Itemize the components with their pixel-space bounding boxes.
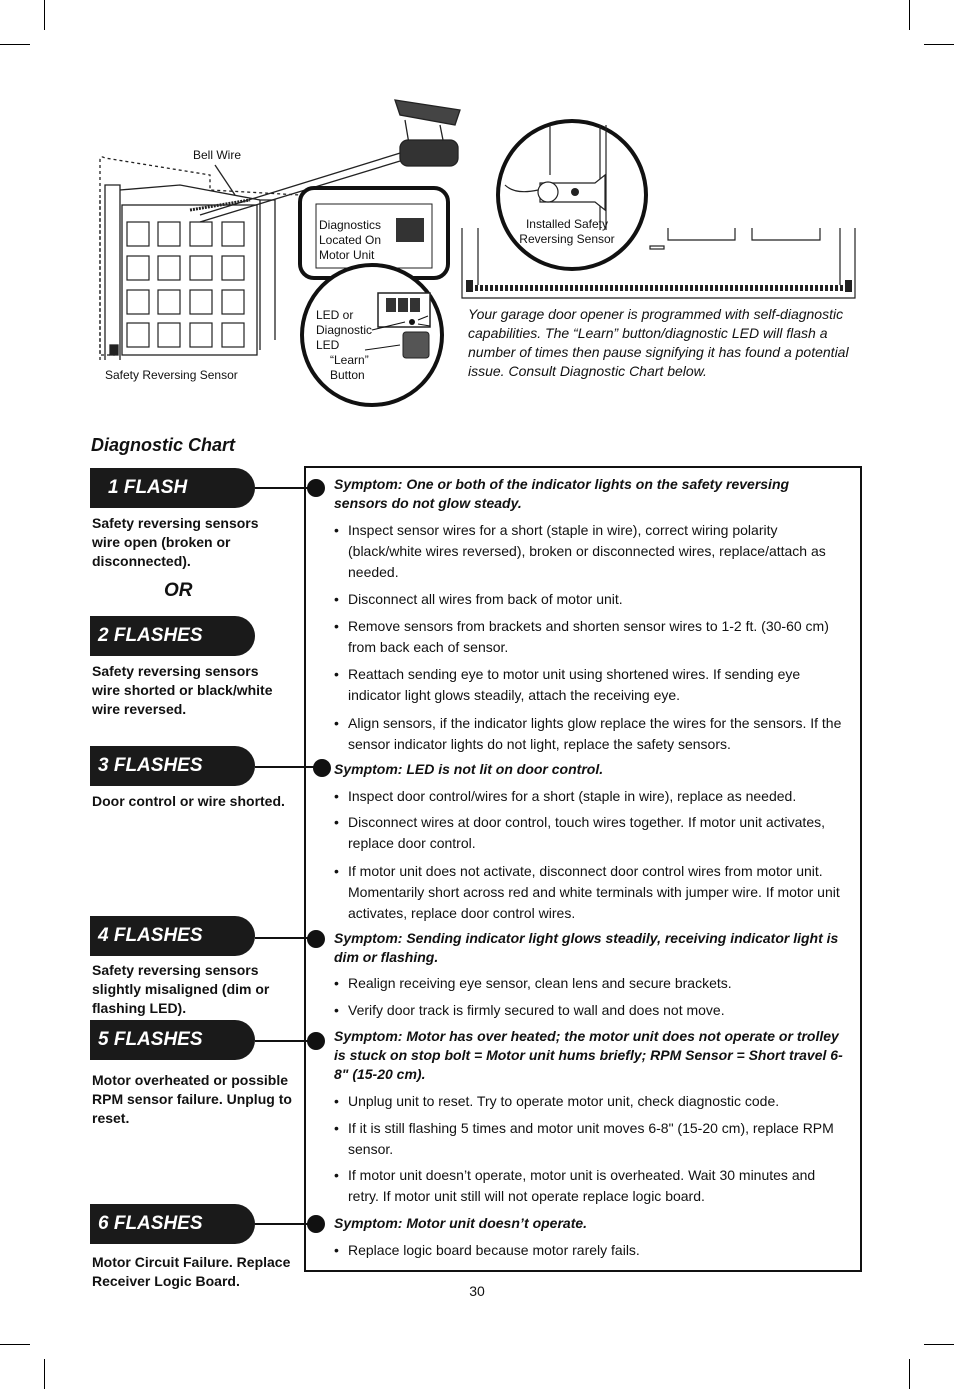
bullet-mark: • [334,715,339,731]
symptom-heading: Symptom: LED is not lit on door control. [334,761,604,777]
bullet-item [334,786,846,807]
bullet-item [334,812,846,854]
bullet-item [334,616,846,658]
symptom-heading: Symptom: One or both of the indicator lights on the safety reversing sensors do not glow steady. [334,476,790,511]
flash-badge-5: 5 FLASHES [90,1020,255,1060]
bullet-item [334,1165,846,1207]
bullet-text: If it is still flashing 5 times and motor unit moves 6-8" (15-20 cm), replace RPM sensor. [348,1120,834,1157]
installed-sensor-label: Installed Safety Reversing Sensor [519,217,615,246]
crop-mark [0,1344,30,1345]
bullet-mark: • [334,1242,339,1258]
connector-line [255,766,315,768]
bullet-text: Inspect door control/wires for a short (staple in wire), replace as needed. [348,788,797,804]
bullet-mark: • [334,975,339,991]
connector-dot [313,759,331,777]
bullet-item [334,861,846,924]
symptom-heading: Symptom: Motor has over heated; the motor unit does not operate or trolley is stuck on stop bolt = Motor unit hums briefly; RPM Sensor = Short travel 6-8" (15-20 cm). [334,1028,843,1082]
connector-dot [307,479,325,497]
connector-dot [307,1215,325,1233]
diagnostics-motor-label: Diagnostics Located On Motor Unit [319,218,382,262]
bullet-mark: • [334,1093,339,1109]
bullet-item [334,1000,846,1021]
flash-desc-3: Door control or wire shorted. [92,793,285,809]
bullet-item [334,520,846,583]
bullet-text: Replace logic board because motor rarely fails. [348,1242,640,1258]
bullet-item [334,1240,846,1261]
bullet-text: Inspect sensor wires for a short (staple in wire), correct wiring polarity (black/white wires reversed), broken or disconnected wires, replace/attach as needed. [348,522,826,580]
bullet-item [334,1118,846,1160]
flash-badge-6: 6 FLASHES [90,1204,255,1244]
connector-dot [307,930,325,948]
connector-line [255,487,315,489]
bullet-item [334,664,846,706]
crop-mark [0,44,30,45]
flash-desc-1: Safety reversing sensors wire open (broken or disconnected). [92,515,259,569]
crop-mark [924,1344,954,1345]
crop-mark [909,1359,910,1389]
bullet-text: Verify door track is firmly secured to wall and does not move. [348,1002,725,1018]
flash-badge-3: 3 FLASHES [90,746,255,786]
flash-desc-5: Motor overheated or possible RPM sensor failure. Unplug to reset. [92,1072,292,1126]
crop-mark [909,0,910,30]
bullet-item [334,713,846,755]
bell-wire-label: Bell Wire [193,148,242,162]
bullet-item [334,589,846,610]
connector-line [255,1040,315,1042]
bullet-text: If motor unit doesn’t operate, motor unit is overheated. Wait 30 minutes and retry. If motor unit still will not operate replace logic board. [348,1167,816,1204]
connector-line [255,937,315,939]
flash-desc-4: Safety reversing sensors slightly misaligned (dim or flashing LED). [92,962,270,1016]
symptom-heading: Symptom: Sending indicator light glows steadily, receiving indicator light is dim or flashing. [334,930,839,965]
bullet-mark: • [334,591,339,607]
page-number: 30 [469,1283,485,1299]
connector-dot [307,1032,325,1050]
led-label: LED or Diagnostic LED [316,308,373,352]
bullet-mark: • [334,1167,339,1183]
flash-badge-1: 1 FLASH [90,468,255,508]
bullet-item [334,973,846,994]
bullet-text: Disconnect all wires from back of motor unit. [348,591,623,607]
learn-button-label: “Learn” Button [330,353,369,382]
crop-mark [924,44,954,45]
bullet-mark: • [334,1002,339,1018]
bullet-mark: • [334,618,339,634]
safety-sensor-label: Safety Reversing Sensor [105,368,238,382]
intro-paragraph: Your garage door opener is programmed with self-diagnostic capabilities. The “Learn” button/diagnostic LED will flash a number of times then pause signifying it has found a potential issue. Consult Diagnostic Chart below. [468,306,849,379]
bullet-text: If motor unit does not activate, disconnect door control wires from motor unit. Momentarily short across red and white terminals with jumper wire. If motor unit activates, replace door control wires. [348,863,840,921]
chart-title: Diagnostic Chart [91,435,236,455]
bullet-mark: • [334,522,339,538]
symptom-heading: Symptom: Motor unit doesn’t operate. [334,1215,588,1231]
flash-badge-2: 2 FLASHES [90,616,255,656]
bullet-item [334,1091,846,1112]
bullet-text: Disconnect wires at door control, touch wires together. If motor unit activates, replace door control. [348,814,825,851]
bullet-mark: • [334,863,339,879]
bullet-mark: • [334,788,339,804]
bullet-text: Unplug unit to reset. Try to operate motor unit, check diagnostic code. [348,1093,780,1109]
flash-badge-4: 4 FLASHES [90,916,255,956]
bullet-mark: • [334,1120,339,1136]
connector-line [255,1223,315,1225]
bullet-text: Reattach sending eye to motor unit using shortened wires. If sending eye indicator light glows steadily, attach the receiving eye. [348,666,801,703]
crop-mark [44,1359,45,1389]
bullet-text: Remove sensors from brackets and shorten sensor wires to 1-2 ft. (30-60 cm) from back each of sensor. [348,618,829,655]
bullet-text: Align sensors, if the indicator lights glow replace the wires for the sensors. If the sensor indicator lights do not light, replace the safety sensors. [348,715,842,752]
crop-mark [44,0,45,30]
flash-desc-2: Safety reversing sensors wire shorted or black/white wire reversed. [92,663,273,717]
flash-desc-6: Motor Circuit Failure. Replace Receiver Logic Board. [92,1254,291,1289]
bullet-mark: • [334,666,339,682]
or-label: OR [164,580,193,601]
bullet-text: Realign receiving eye sensor, clean lens and secure brackets. [348,975,732,991]
bullet-mark: • [334,814,339,830]
